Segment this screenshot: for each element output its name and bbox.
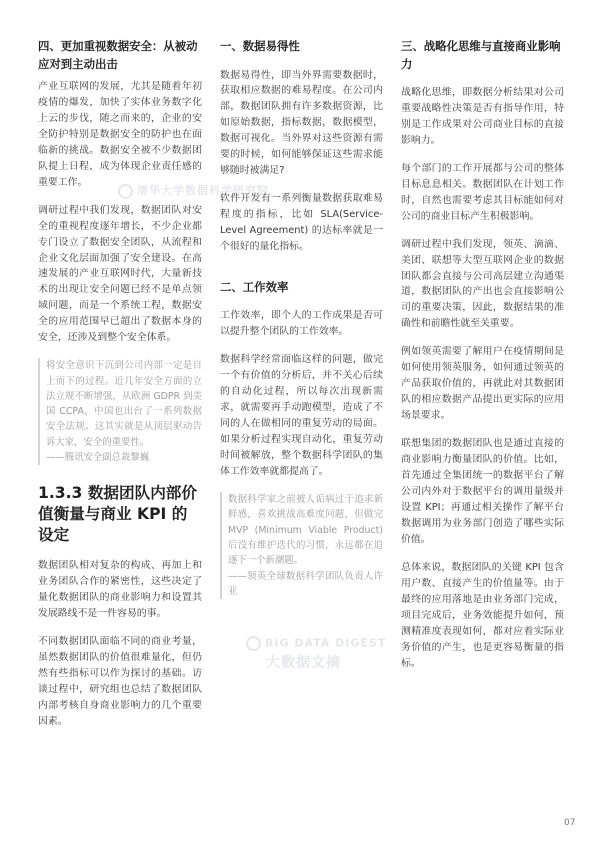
- watermark-right-en: BIG DATA DIGEST: [265, 636, 387, 650]
- paragraph: 工作效率，即个人的工作成果是否可以提升整个团队的工作效率。: [220, 310, 383, 338]
- column-middle: [220, 38, 383, 599]
- column-left: [38, 38, 202, 730]
- paragraph: 产业互联网的发展，尤其是随着年初疫情的爆发，加快了实体业务数字化上云的步伐，随之而来的，企业的安全防护特别是数据安全的防护也在面临新的挑战。数据安全被不少数据团队提上日程，成为体现企业责任感的重要工作。: [38, 81, 202, 188]
- page-number: 07: [564, 818, 576, 828]
- paragraph: 调研过程中我们发现，领英、滴滴、美团、联想等大型互联网企业的数据团队都会直接与公司高层建立沟通渠道，数据团队的产出也会直接影响公司的重要决策，因此，数据结果的准确性和前瞻性就至关重要。: [401, 238, 564, 330]
- seal-icon: [246, 636, 261, 651]
- watermark-right-cn: 大数据文摘: [266, 655, 341, 671]
- paragraph: 联想集团的数据团队也是通过直接的商业影响力衡量团队的价值。比如，首先通过全集团统一的数据平台了解公司内外对于数据平台的调用量级并设置 KPI；再通过相关操作了解平台数据调用为业务部门创造了哪些实际价值。: [401, 438, 564, 545]
- column-right: [401, 38, 564, 671]
- section-heading-efficiency: 二、工作效率: [220, 279, 289, 294]
- watermark-right: [246, 636, 386, 651]
- paragraph: 软件开发有一系列衡量数据获取难易程度的指标，比如 SLA(Service-Level Agreement) 的达标率就是一个很好的量化指标。: [220, 193, 383, 253]
- watermark-left-text: 清华大学数据科学研究院: [137, 184, 269, 197]
- paragraph: 数据科学经常面临这样的问题，做完一个有价值的分析后，并不关心后续的自动化过程，所以每次出现新需求，就需要再手动跑模型，造成了不同的人在做相同的重复劳动的局面。如果分析过程实现自动化，重复劳动时间被解放，整个数据科学团队的集体工作效率就都提高了。: [220, 354, 383, 478]
- section-title-kpi: 1.3.3 数据团队内部价值衡量与商业 KPI 的设定: [38, 484, 197, 545]
- paragraph: 总体来说，数据团队的关键 KPI 包含用户数、直接产生的价值量等。由于最终的应用落地是由业务部门完成，项目完成后，业务效能提升如何，预测精准度表现如何，都对应着实际业务价值的产生，也是更容易衡量的指标。: [401, 561, 564, 669]
- paragraph: 调研过程中我们发现，数据团队对安全的重视程度逐年增长，不少企业都专门设立了数据安全团队，从流程和企业文化层面加强了安全建设。在高速发展的产业互联网时代，大量新技术的出现让安全问题已经不是单点领域问题，而是一个系统工程，数据安全的应用范围早已超出了数据本身的安全，还涉及到整个安全体系。: [38, 204, 202, 344]
- quote-source: ——领英全球数据科学团队负责人许亚: [228, 570, 383, 597]
- paragraph: 战略化思维，即数据分析结果对公司重要战略性决策是否有指导作用，特别是工作成果对公司商业目标的直接影响力。: [401, 87, 564, 146]
- quote-text: 数据科学家之前被人诟病过于追求新鲜感，喜欢挑战高难度问题，但做完 MVP (Minimum Viable Product) 后没有维护迭代的习惯，永远都在追逐下一个新潮题。: [228, 494, 383, 567]
- paragraph: 数据团队相对复杂的构成、再加上和业务团队合作的紧密性，这些决定了量化数据团队的商业影响力和设置其发展路线不是一件容易的事。: [38, 560, 202, 620]
- paragraph: 不同数据团队面临不同的商业考量，虽然数据团队的价值很难量化，但仍然有些指标可以作为探讨的基础。访谈过程中，研究组也总结了数据团队内部考核自身商业影响力的几个重要因素。: [38, 636, 202, 727]
- paragraph: 例如领英需要了解用户在疫情期间是如何使用领英服务，如何通过领英的产品获取价值的，再就此对其数据团队的相应数据产品提出更实际的应用场景要求。: [401, 346, 564, 422]
- section-heading-data-security: 四、更加重视数据安全：从被动应对到主动出击: [38, 39, 198, 71]
- paragraph: 每个部门的工作开展都与公司的整体目标息息相关。数据团队在计划工作时，自然也需要考虑其目标能如何对公司的商业目标产生积极影响。: [401, 162, 564, 222]
- quote-text: 将安全意识下沉到公司内部一定是自上而下的过程。近几年安全方面的立法立规不断增强，从欧洲 GDPR 到美国 CCPA，中国也出台了一系列数据安全法规。这其实就是从顶层驱动告诉大家，安全的重要性。: [46, 360, 202, 448]
- section-heading-strategy: 三、战略化思维与直接商业影响力: [401, 39, 561, 71]
- paragraph: 数据易得性，即当外界需要数据时，获取相应数据的难易程度。在公司内部，数据团队拥有许多数据资源，比如原始数据，指标数据，数据模型，数据可视化。当外界对这些资源有需要的时候，如何能够保证这些需求能够随时被满足?: [220, 69, 383, 177]
- section-heading-data-availability: 一、数据易得性: [220, 39, 300, 53]
- quote-source: ——腾讯安全副总裁黎巍: [46, 452, 150, 464]
- pull-quote: [220, 492, 383, 599]
- pull-quote: [38, 358, 202, 465]
